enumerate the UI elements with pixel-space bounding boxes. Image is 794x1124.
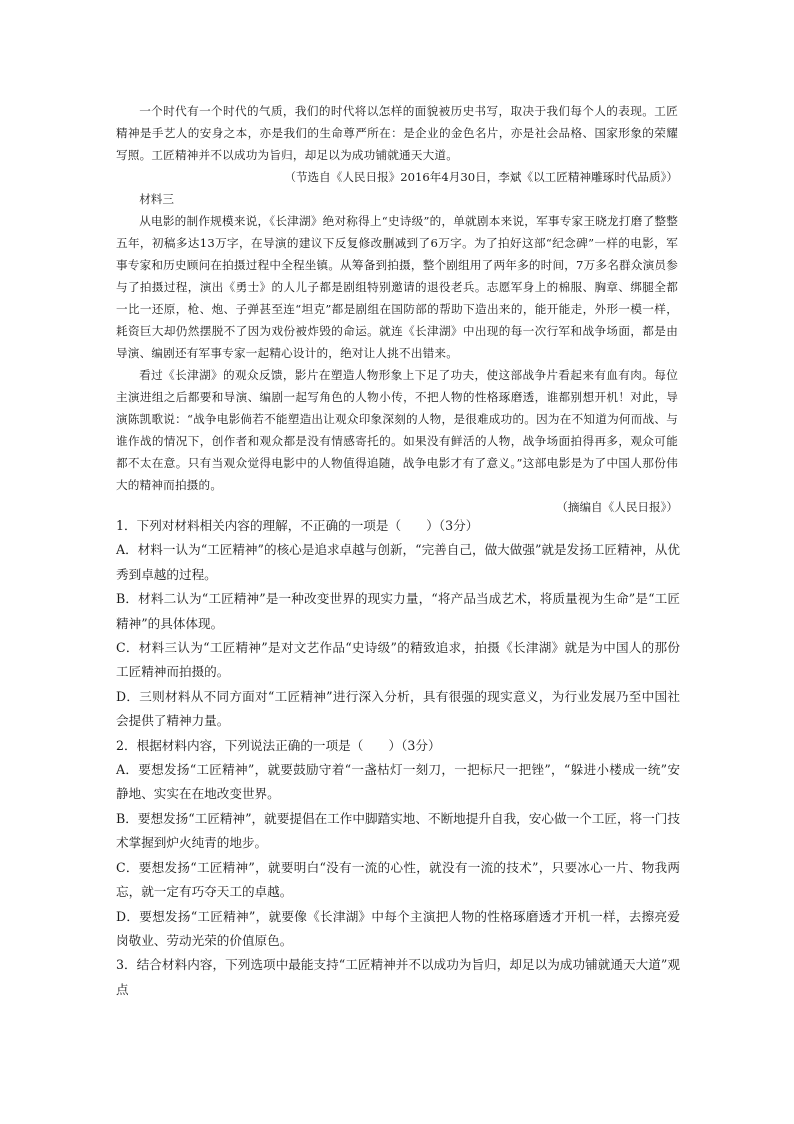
question-2-stem: 2．根据材料内容，下列说法正确的一项是（ ）（3分） xyxy=(116,737,441,753)
question-1-option-d: D．三则材料从不同方面对“工匠精神”进行深入分析，具有很强的现实意义，为行业发展乃至中国社会提供了精神力量。 xyxy=(116,688,680,729)
material-three-heading: 材料三 xyxy=(139,192,174,206)
reading-passage xyxy=(116,100,678,518)
paragraph-material-3-production: 从电影的制作规模来说，《长津湖》绝对称得上“史诗级”的，单就剧本来说，军事专家王晓龙打磨了整整五年，初稿多达13万字，在导演的建议下反复修改删减到了6万字。为了拍好这部“纪念碑”一样的电影，军事专家和历史顾问在拍摄过程中全程坐镇。从筹备到拍摄，整个剧组用了两年多的时间，7万多名群众演员参与了拍摄过程，演出《勇士》的人儿子都是剧组特别邀请的退役老兵。志愿军身上的棉服、胸章、绑腿全都一比一还原，枪、炮、子弹甚至连“坦克”都是剧组在国防部的帮助下造出来的，能开能走，外形一模一样，耗资巨大却仍然摆脱不了因为戏份被炸毁的命运。就连《长津湖》中出现的每一次行军和战争场面，都是由导演、编剧还有军事专家一起精心设计的，绝对让人挑不出错来。 xyxy=(116,214,678,360)
question-1-option-b: B．材料二认为“工匠精神”是一种改变世界的现实力量，“将产品当成艺术，将质量视为生命”是“工匠精神”的具体体现。 xyxy=(116,591,680,631)
question-2-option-b: B．要想发扬“工匠精神”，就要提倡在工作中脚踏实地、不断地提升自我，安心做一个工匠，将一门技术掌握到炉火纯青的地步。 xyxy=(116,810,680,851)
source-citation-material-3: （摘编自《人民日报》） xyxy=(556,500,678,514)
source-citation-material-2: （节选自《人民日报》2016年4月30日，李斌《以工匠精神雕琢时代品质》） xyxy=(284,170,678,184)
question-1-option-a: A．材料一认为“工匠精神”的核心是追求卓越与创新，“完善自己，做大做强”就是发扬工匠精神，从优秀到卓越的过程。 xyxy=(116,542,680,582)
question-2-option-a: A．要想发扬“工匠精神”，就要鼓励守着“一盏枯灯一刻刀，一把标尺一把锉”，“躲进小楼成一统”安静地、实实在在地改变世界。 xyxy=(116,762,680,802)
question-2-option-c: C．要想发扬“工匠精神”，就要明白“没有一流的心性，就没有一流的技术”，只要冰心一片、物我两忘，就一定有巧夺天工的卓越。 xyxy=(116,859,680,900)
question-1-stem: 1．下列对材料相关内容的理解，不正确的一项是（ ）（3分） xyxy=(116,518,479,533)
paragraph-material-3-characters: 看过《长津湖》的观众反馈，影片在塑造人物形象上下足了功夫，使这部战争片看起来有血有肉。每位主演进组之后都要和导演、编剧一起写角色的人物小传，不把人物的性格琢磨透，谁都别想开机！对此，导演陈凯歌说：“战争电影倘若不能塑造出让观众印象深刻的人物，是很难成功的。因为在不知道为何而战、与谁作战的情况下，创作者和观众都是没有情感寄托的。如果没有鲜活的人物，战争场面拍得再多，观众可能都不太在意。只有当观众觉得电影中的人物值得追随，战争电影才有了意义。”这部电影是为了中国人那份伟大的精神而拍摄的。 xyxy=(116,368,678,492)
paragraph-intro: 一个时代有一个时代的气质，我们的时代将以怎样的面貌被历史书写，取决于我们每个人的表现。工匠精神是手艺人的安身之本，亦是我们的生命尊严所在：是企业的金色名片，亦是社会品格、国家形象的荣耀写照。工匠精神并不以成功为旨归，却足以为成功铺就通天大道。 xyxy=(116,104,678,162)
question-3-stem: 3．结合材料内容，下列选项中最能支持“工匠精神并不以成功为旨归，却足以为成功铺就通天大道”观点 xyxy=(116,957,680,997)
question-1-option-c: C．材料三认为“工匠精神”是对文艺作品“史诗级”的精致追求，拍摄《长津湖》就是为中国人的那份工匠精神而拍摄的。 xyxy=(116,640,680,680)
question-2-option-d: D．要想发扬“工匠精神”，就要像《长津湖》中每个主演把人物的性格琢磨透才开机一样，去擦亮爱岗敬业、劳动光荣的价值原色。 xyxy=(116,908,680,948)
question-section xyxy=(116,514,680,1002)
